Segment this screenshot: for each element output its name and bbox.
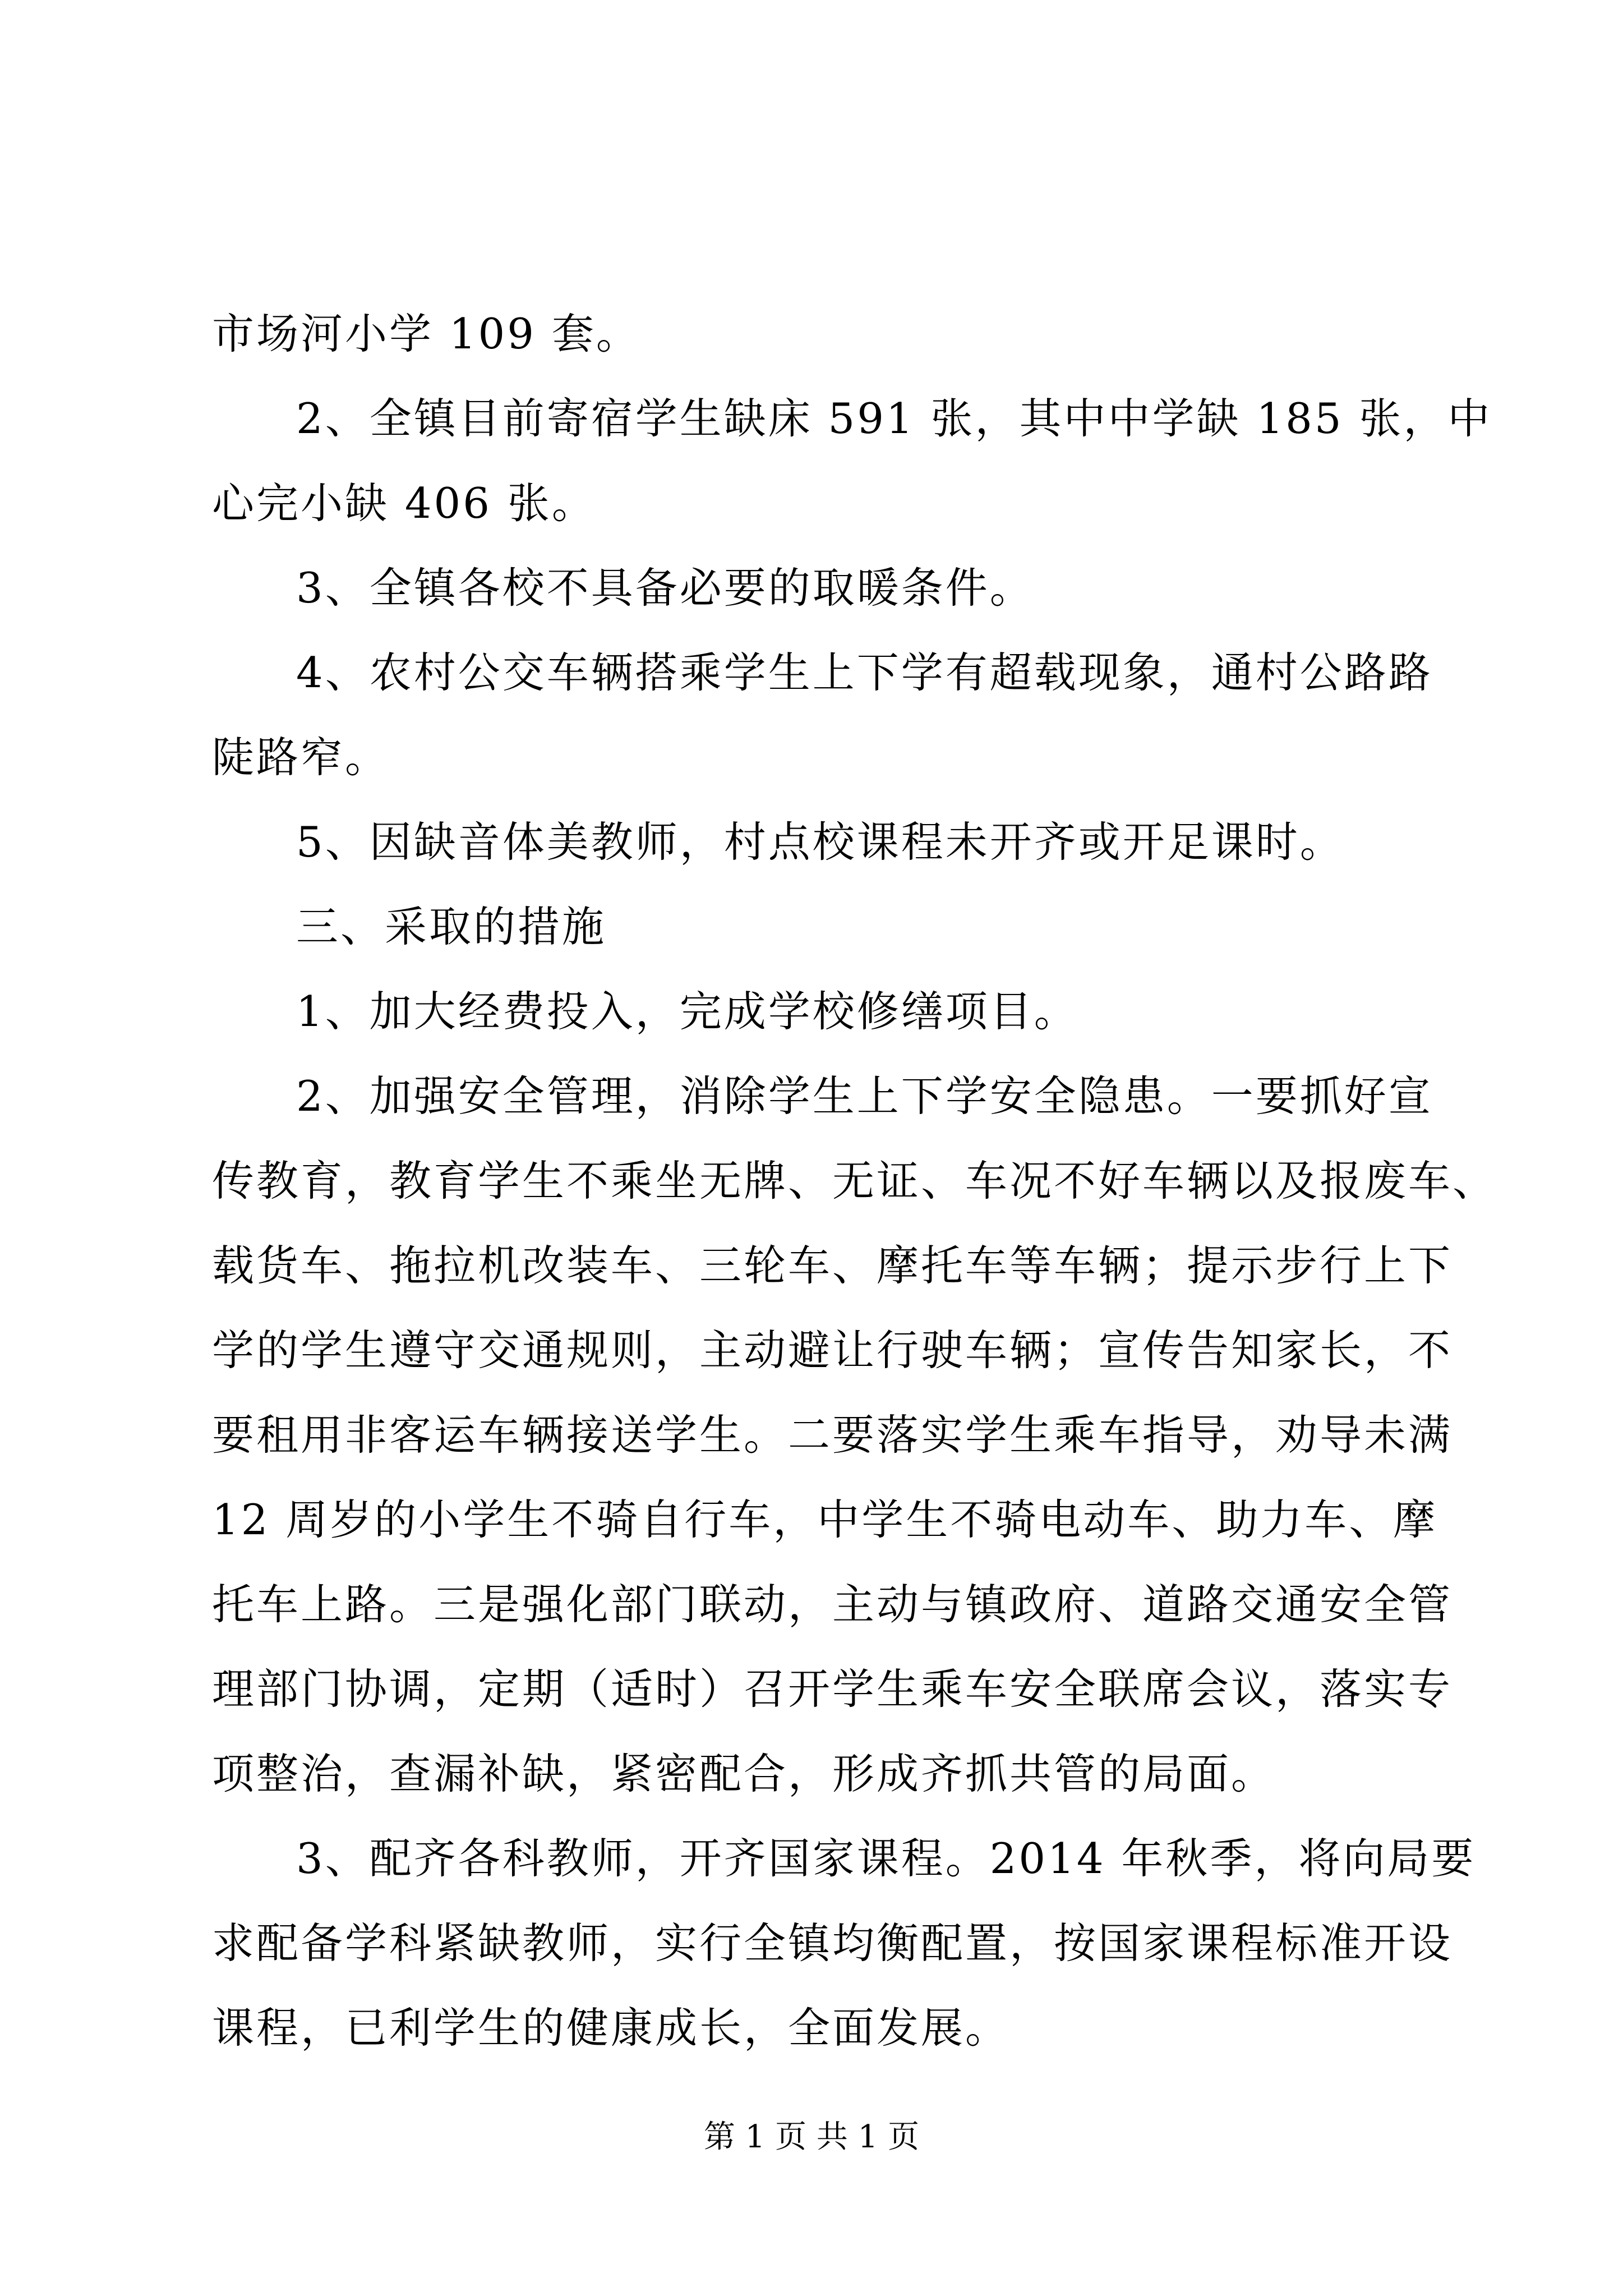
text-line: 课程，已利学生的健康成长，全面发展。	[212, 2003, 1010, 2053]
text-line: 陡路窄。	[212, 733, 390, 782]
text-line: 12 周岁的小学生不骑自行车，中学生不骑电动车、助力车、摩	[212, 1495, 1438, 1544]
text-line: 3、全镇各校不具备必要的取暖条件。	[296, 563, 1034, 613]
text-line: 学的学生遵守交通规则，主动避让行驶车辆；宣传告知家长，不	[212, 1326, 1453, 1375]
text-line: 2、全镇目前寄宿学生缺床 591 张，其中中学缺 185 张，中	[296, 394, 1492, 443]
text-line: 2、加强安全管理，消除学生上下学安全隐患。一要抓好宣	[296, 1071, 1433, 1121]
text-line: 要租用非客运车辆接送学生。二要落实学生乘车指导，劝导未满	[212, 1410, 1453, 1460]
text-line: 托车上路。三是强化部门联动，主动与镇政府、道路交通安全管	[212, 1580, 1453, 1629]
text-line: 项整治，查漏补缺，紧密配合，形成齐抓共管的局面。	[212, 1749, 1276, 1798]
text-line: 5、因缺音体美教师，村点校课程未开齐或开足课时。	[296, 817, 1344, 867]
text-line: 求配备学科紧缺教师，实行全镇均衡配置，按国家课程标准开设	[212, 1918, 1453, 1968]
text-line: 4、农村公交车辆搭乘学生上下学有超载现象，通村公路路	[296, 648, 1433, 697]
text-line: 3、配齐各科教师，开齐国家课程。2014 年秋季，将向局要	[296, 1834, 1476, 1883]
text-line: 理部门协调，定期（适时）召开学生乘车安全联席会议，落实专	[212, 1664, 1453, 1714]
section-heading: 三、采取的措施	[296, 902, 607, 951]
text-line: 市场河小学 109 套。	[212, 309, 640, 358]
text-line: 传教育，教育学生不乘坐无牌、无证、车况不好车辆以及报废车、	[212, 1156, 1497, 1205]
text-line: 心完小缺 406 张。	[212, 478, 596, 528]
document-body	[212, 292, 1497, 2070]
text-line: 载货车、拖拉机改装车、三轮车、摩托车等车辆；提示步行上下	[212, 1241, 1453, 1290]
text-line: 1、加大经费投入，完成学校修缮项目。	[296, 987, 1078, 1036]
page-number-label: 第 1 页 共 1 页	[703, 2119, 920, 2155]
page-footer	[0, 2118, 1623, 2157]
